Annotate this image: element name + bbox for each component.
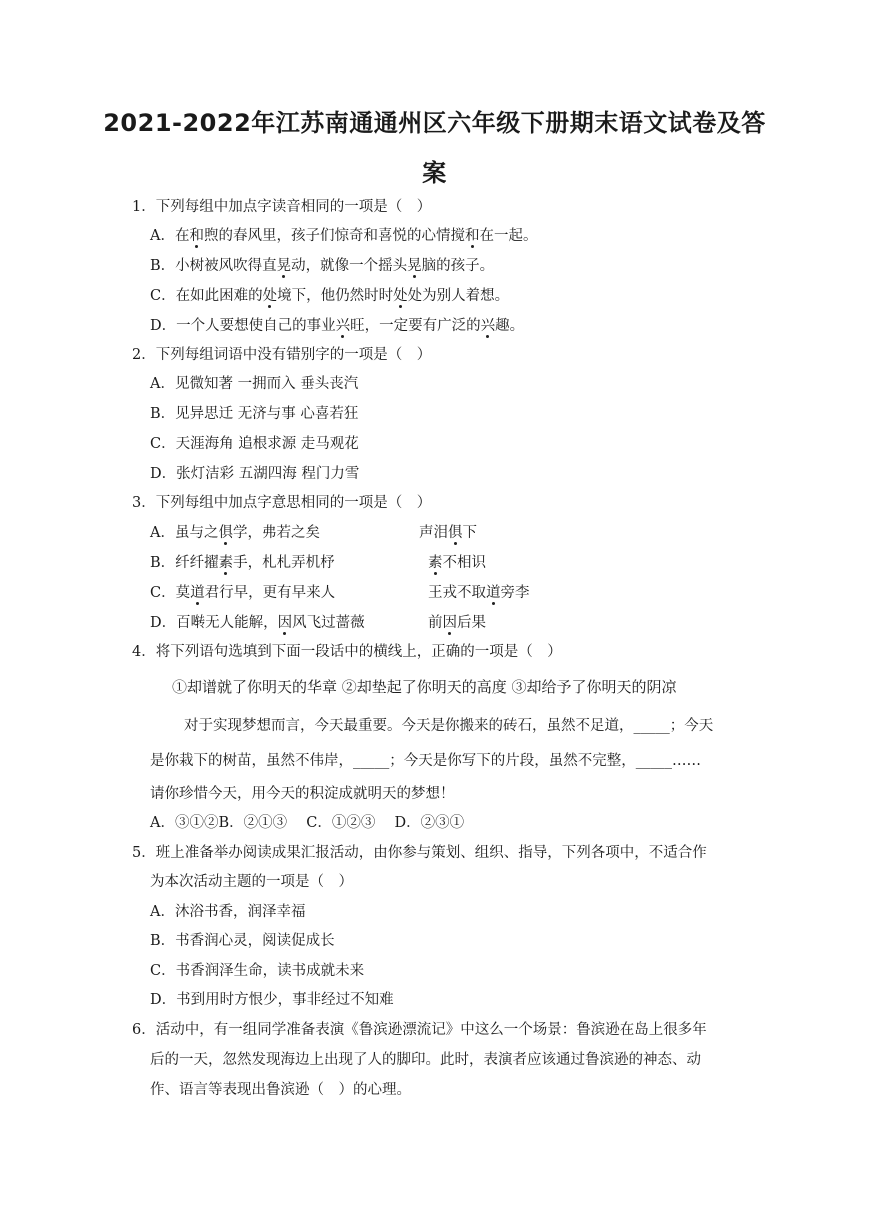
question-3-option-c-right: 王戎不取道旁李 [428,585,530,601]
question-3-option-b-right: 素不相识 [428,555,486,571]
dotted-char: 因 [442,615,457,631]
dotted-char: 因 [277,615,293,631]
dotted-char: 素 [218,555,234,571]
question-2-stem: 2．下列每组词语中没有错别字的一项是（ ） [132,347,432,363]
question-4-options: A．③①②B．②①③ C．①②③ D．②③① [150,815,465,831]
question-3-stem: 3．下列每组中加点字意思相同的一项是（ ） [132,495,432,511]
dotted-char: 和 [464,228,480,244]
question-3-option-a-right: 声泪俱下 [419,525,477,541]
question-2-option-d: D．张灯洁彩 五湖四海 程门力雪 [150,466,360,482]
question-4-choices: ①却谱就了你明天的华章 ②却垫起了你明天的高度 ③却给予了你明天的阴凉 [172,678,677,696]
question-3-option-d-left: D．百啭无人能解，因风飞过蔷薇 [150,615,365,631]
dotted-char: 兴 [480,318,496,334]
question-1-option-c: C．在如此困难的处境下，他仍然时时处处为别人着想。 [150,288,510,304]
question-2-option-b: B．见异思迁 无济与事 心喜若狂 [150,406,359,422]
question-3-option-b-left: B．纤纤擢素手，札札弄机杼 [150,555,335,571]
question-1-option-d: D．一个人要想使自己的事业兴旺，一定要有广泛的兴趣。 [150,318,525,334]
dotted-char: 晃 [276,258,292,274]
question-3-option-c-left: C．莫道君行早，更有早来人 [150,585,336,601]
question-5-stem-continued: 为本次活动主题的一项是（ ） [150,874,353,890]
dotted-char: 道 [190,585,205,601]
exam-title: 2021-2022年江苏南通通州区六年级下册期末语文试卷及答 [103,109,766,137]
dotted-char: 道 [486,585,501,601]
question-5-stem: 5．班上准备举办阅读成果汇报活动，由你参与策划、组织、指导，下列各项中，不适合作 [132,845,707,861]
question-4-paragraph-line-3: 请你珍惜今天，用今天的积淀成就明天的梦想！ [150,786,455,802]
question-2-option-c: C．天涯海角 追根求源 走马观花 [150,436,359,452]
dotted-char: 兴 [335,318,351,334]
question-5-option-c: C．书香润泽生命，读书成就未来 [150,963,365,979]
dotted-char: 和 [189,228,204,244]
dotted-char: 素 [428,555,443,571]
question-6-stem-line-2: 后的一天，忽然发现海边上出现了人的脚印。此时，表演者应该通过鲁滨逊的神态、动 [150,1052,701,1068]
question-5-option-b: B．书香润心灵，阅读促成长 [150,933,335,949]
dotted-char: 俱 [218,525,233,541]
question-6-stem: 6．活动中，有一组同学准备表演《鲁滨逊漂流记》中这么一个场景：鲁滨逊在岛上很多年 [132,1022,707,1038]
question-1-stem: 1．下列每组中加点字读音相同的一项是（ ） [132,199,432,215]
question-4-paragraph-line-2: 是你栽下的树苗，虽然不伟岸，_____；今天是你写下的片段，虽然不完整，_____…… [150,753,701,769]
question-4-stem: 4．将下列语句选填到下面一段话中的横线上，正确的一项是（ ） [132,644,562,660]
dotted-char: 处 [262,288,278,304]
dotted-char: 晃 [407,258,422,274]
question-5-option-d: D．书到用时方恨少，事非经过不知难 [150,992,394,1008]
dotted-char: 俱 [448,525,463,541]
question-2-option-a: A．见微知著 一拥而入 垂头丧汽 [150,376,359,392]
question-3-option-d-right: 前因后果 [428,615,486,631]
question-6-stem-line-3: 作、语言等表现出鲁滨逊（ ）的心理。 [150,1082,411,1098]
question-1-option-a: A．在和煦的春风里，孩子们惊奇和喜悦的心情搅和在一起。 [150,228,538,244]
dotted-char: 处 [393,288,408,304]
question-5-option-a: A．沐浴书香，润泽幸福 [150,904,306,920]
question-4-paragraph-line-1: 对于实现梦想而言，今天最重要。今天是你搬来的砖石，虽然不足道，_____；今天 [184,718,714,734]
exam-title-continued: 案 [422,159,447,187]
question-3-option-a-left: A．虽与之俱学，弗若之矣 [150,525,320,541]
question-1-option-b: B．小树被风吹得直晃动，就像一个摇头晃脑的孩子。 [150,258,495,274]
